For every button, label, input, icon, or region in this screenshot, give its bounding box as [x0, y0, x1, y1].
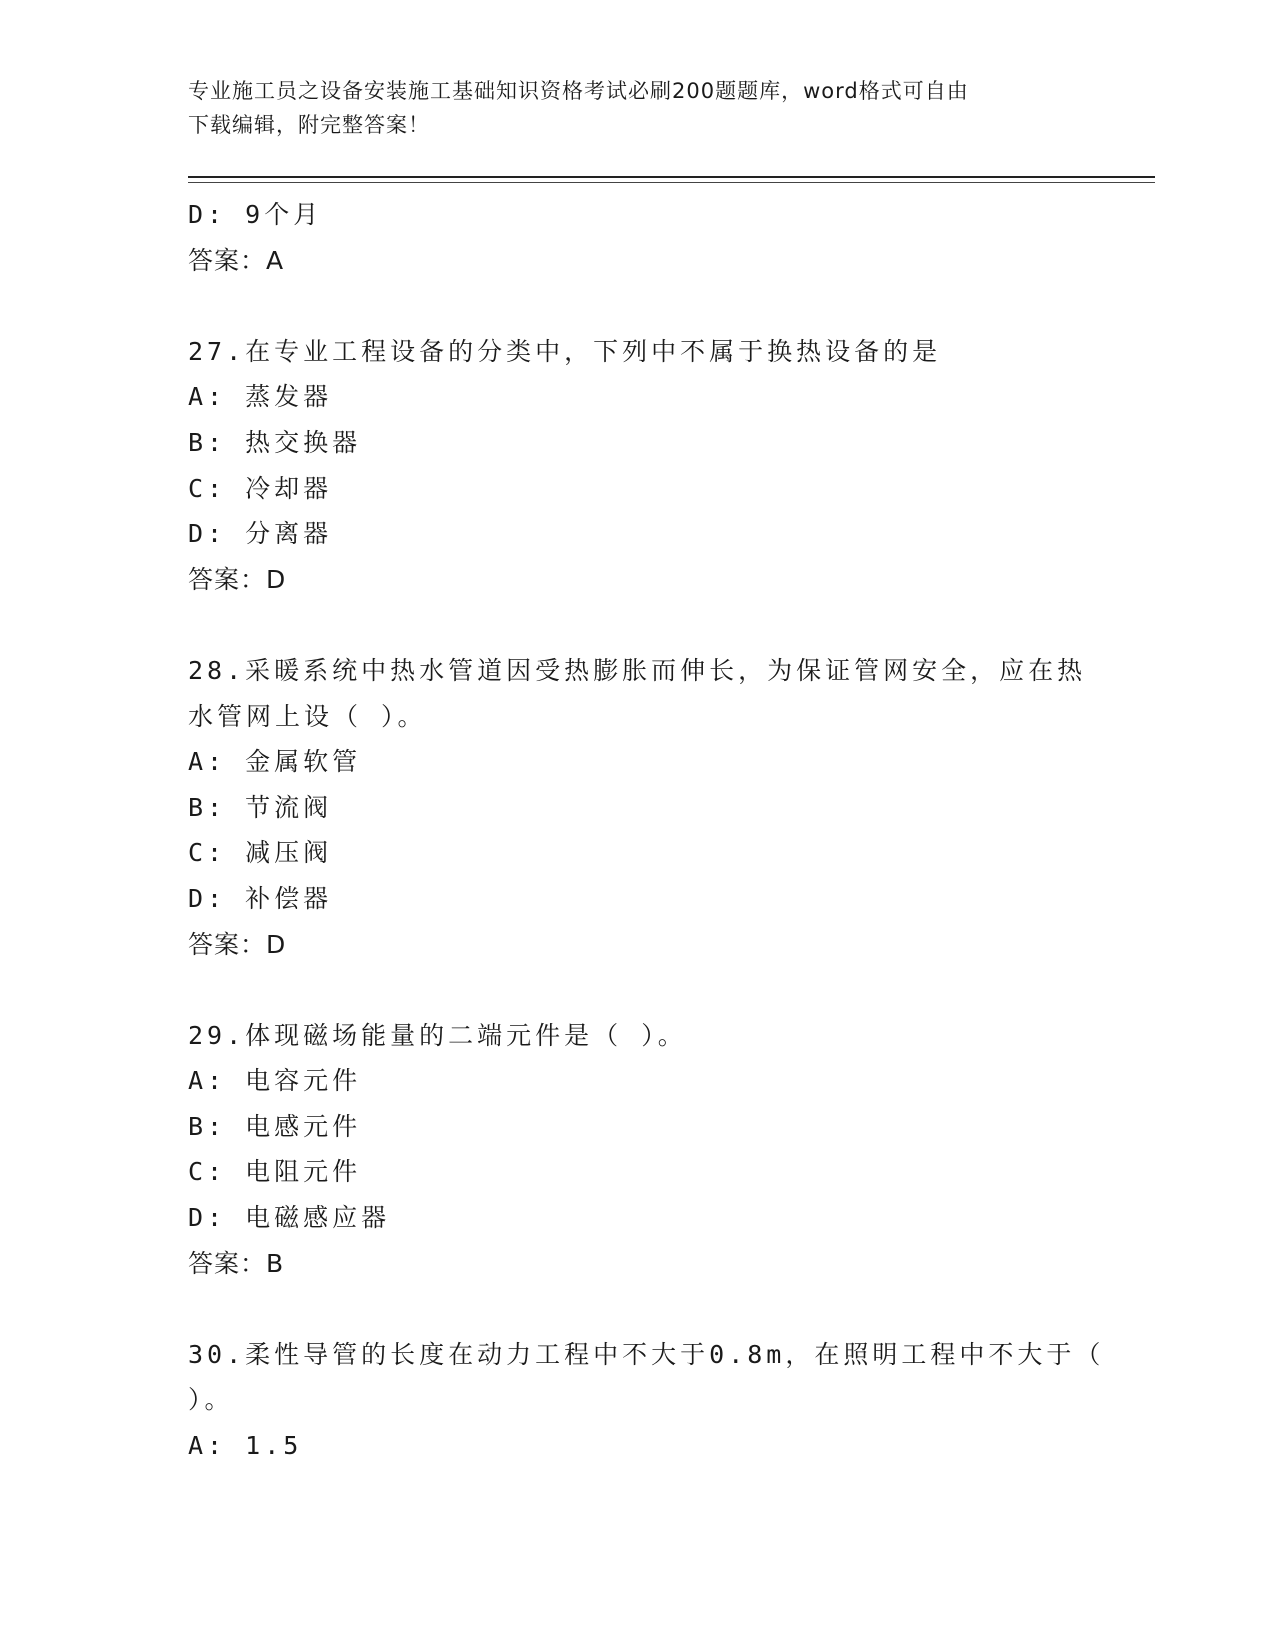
question-30 [188, 1332, 1105, 1469]
option-c: C: 减压阀 [188, 838, 333, 868]
question-27 [188, 329, 1088, 603]
question-29 [188, 1013, 1088, 1287]
option-c: C: 冷却器 [188, 473, 333, 503]
header-divider-thin [188, 182, 1155, 183]
question-stem-line-1: 28.采暖系统中热水管道因受热膨胀而伸长，为保证管网安全，应在热 [188, 655, 1087, 685]
question-stem: 29.体现磁场能量的二端元件是（ ）。 [188, 1020, 687, 1050]
q26-answer: 答案：A [188, 245, 285, 275]
document-header [188, 74, 1068, 142]
option-a: A: 金属软管 [188, 747, 362, 777]
option-a: A: 电容元件 [188, 1066, 362, 1096]
question-28 [188, 648, 1088, 967]
question-stem-line-2: ）。 [188, 1385, 234, 1415]
spacer [188, 967, 1088, 1013]
question-list [188, 192, 1105, 1469]
answer: 答案：D [188, 929, 287, 959]
header-divider-thick [188, 176, 1155, 178]
header-line-2: 下载编辑，附完整答案！ [188, 113, 430, 137]
answer: 答案：D [188, 564, 287, 594]
question-stem-line-2: 水管网上设（ ）。 [188, 701, 427, 731]
option-b: B: 电感元件 [188, 1111, 362, 1141]
option-b: B: 热交换器 [188, 427, 362, 457]
option-a: A: 1.5 [188, 1431, 303, 1461]
option-d: D: 电磁感应器 [188, 1203, 391, 1233]
option-d: D: 分离器 [188, 519, 333, 549]
q26-option-d: D: 9个月 [188, 200, 323, 229]
question-stem: 27.在专业工程设备的分类中，下列中不属于换热设备的是 [188, 336, 942, 366]
header-line-1: 专业施工员之设备安装施工基础知识资格考试必刷200题题库，word格式可自由 [188, 79, 969, 103]
option-c: C: 电阻元件 [188, 1157, 362, 1187]
spacer [188, 283, 1088, 329]
spacer [188, 602, 1088, 648]
option-a: A: 蒸发器 [188, 382, 333, 412]
answer: 答案：B [188, 1248, 285, 1278]
question-stem-line-1: 30.柔性导管的长度在动力工程中不大于0.8m，在照明工程中不大于（ [188, 1339, 1105, 1369]
option-b: B: 节流阀 [188, 792, 333, 822]
spacer [188, 1286, 1088, 1332]
option-d: D: 补偿器 [188, 883, 333, 913]
